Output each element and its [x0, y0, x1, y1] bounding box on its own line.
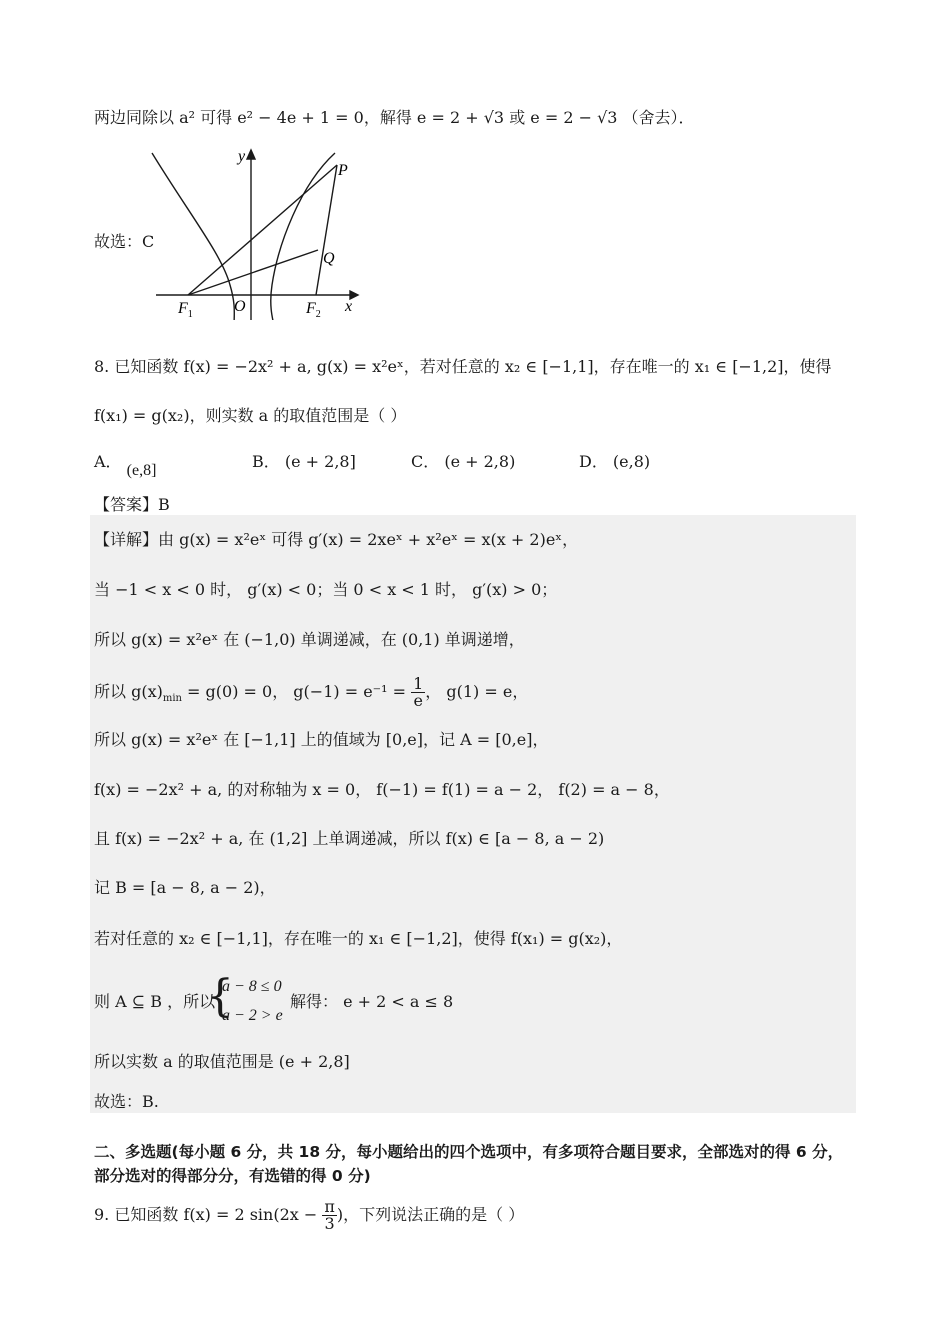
detail-line-7: 且 f(x) = −2x² + a, 在 (1,2] 上单调递减，所以 f(x) ∈ [a − 8, a − 2) — [94, 829, 605, 848]
detail-line-2: 当 −1 < x < 0 时， g′(x) < 0；当 0 < x < 1 时， g′(x) > 0； — [94, 580, 558, 599]
detail-line-8: 记 B = [a − 8, a − 2)， — [94, 878, 276, 897]
q8-option-c: C． (e + 2,8) — [411, 452, 516, 471]
detail-line-10: 则 A ⊆ B ，所以 — [94, 992, 216, 1011]
detail-line-6: f(x) = −2x² + a, 的对称轴为 x = 0， f(−1) = f(1) = a − 2， f(2) = a − 8， — [94, 780, 670, 799]
system-inequality-2: a − 2 > e — [222, 1007, 283, 1024]
q8-stem-line1: 8. 已知函数 f(x) = −2x² + a, g(x) = x²eˣ，若对任意的 x₂ ∈ [−1,1]，存在唯一的 x₁ ∈ [−1,2]，使得 — [94, 357, 832, 376]
q9-stem: 9. 已知函数 f(x) = 2 sin(2x − $\frac{\pi}{3}$ )，下列说法正确的是（ ） — [94, 1197, 525, 1233]
q8-stem-line2: f(x₁) = g(x₂)，则实数 a 的取值范围是（ ） — [94, 406, 407, 425]
top-line: 两边同除以 a² 可得 e² − 4e + 1 = 0，解得 e = 2 + √3 或 e = 2 − √3 （舍去）． — [94, 108, 695, 127]
label-x: x — [345, 298, 353, 315]
detail-line-1: 【详解】由 g(x) = x²eˣ 可得 g′(x) = 2xeˣ + x²eˣ = x(x + 2)eˣ， — [94, 530, 579, 549]
detail-line-3: 所以 g(x) = x²eˣ 在 (−1,0) 单调递减，在 (0,1) 单调递增， — [94, 630, 525, 649]
label-f1: $F_1$ — [178, 300, 193, 320]
detail-line-9: 若对任意的 x₂ ∈ [−1,1]，存在唯一的 x₁ ∈ [−1,2]，使得 f(x₁) = g(x₂)， — [94, 929, 623, 948]
fraction-pi-over-3: $\frac{\pi}{3}$ — [324, 1197, 335, 1233]
q8-option-a-value: (e,8] — [126, 462, 157, 479]
hyperbola-figure — [150, 145, 370, 320]
fraction-one-over-e: $\frac{1}{e}$ — [413, 674, 424, 710]
detail-line-4: 所以 $g(x)_{min} = g(0) = 0$， g(−1) = e⁻¹ = $\frac{1}{e}$ ， g(1) = e， — [94, 674, 529, 710]
q8-option-b: B． (e + 2,8] — [252, 452, 356, 471]
system-inequality-1: a − 8 ≤ 0 — [222, 978, 282, 995]
label-o: O — [234, 298, 246, 315]
label-q: Q — [323, 250, 335, 267]
line-f1-p — [188, 165, 337, 295]
system-brace: { — [206, 971, 234, 1022]
detail-line-11: 所以实数 a 的取值范围是 (e + 2,8] — [94, 1052, 350, 1071]
y-axis-arrow — [247, 150, 255, 159]
section-2-heading: 二、多选题(每小题 6 分，共 18 分，每小题给出的四个选项中，有多项符合题目要求，全部选对的得 6 分，部分选对的得部分分，有选错的得 0 分) — [94, 1143, 844, 1185]
q8-answer: 【答案】B — [94, 495, 170, 514]
label-y: y — [238, 148, 246, 165]
detail-box — [90, 515, 856, 1113]
line-f1-q — [188, 250, 318, 295]
label-p: P — [338, 162, 348, 179]
detail-line-10-solution: 解得： e + 2 < a ≤ 8 — [290, 992, 454, 1011]
q8-option-a: A． (e,8] — [94, 452, 157, 479]
figure-caption: 故选：C — [94, 232, 155, 251]
detail-line-12: 故选：B. — [94, 1092, 159, 1111]
line-f2-p — [316, 165, 337, 295]
label-f2: $F_2$ — [306, 300, 321, 320]
q8-option-d: D． (e,8) — [579, 452, 651, 471]
detail-line-5: 所以 g(x) = x²eˣ 在 [−1,1] 上的值域为 [0,e]，记 A = [0,e]， — [94, 730, 549, 749]
